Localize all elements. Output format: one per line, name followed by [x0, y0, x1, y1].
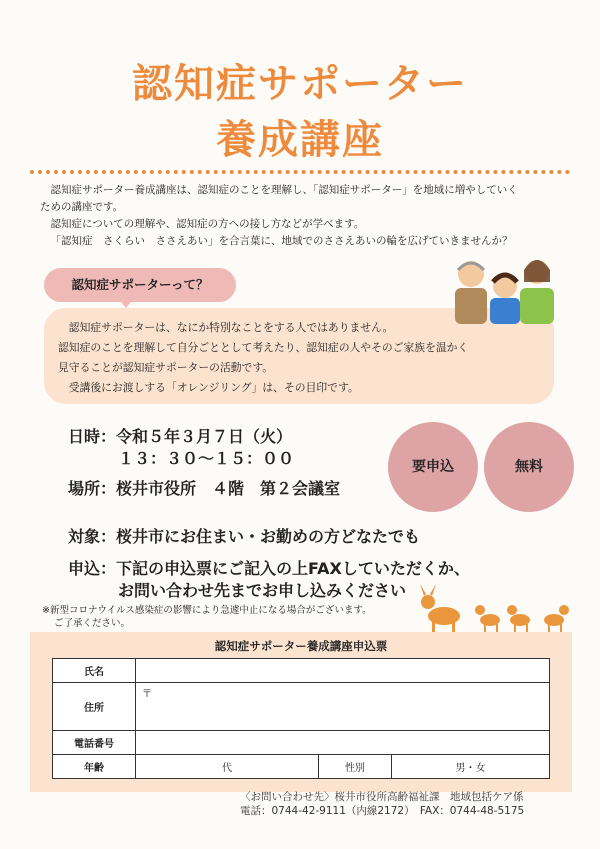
about-text	[58, 318, 548, 398]
intro-line: ための講座です。	[40, 201, 124, 213]
about-line: 見守ることが認知症サポーターの活動です。	[58, 361, 274, 374]
notice-line: ご了承ください。	[54, 618, 131, 629]
form-row-name	[53, 659, 550, 683]
form-title: 認知症サポーター養成講座申込票	[214, 639, 388, 653]
notice	[42, 604, 372, 630]
contact-info	[240, 790, 524, 818]
address-label: 住所	[53, 683, 136, 731]
form-row-address	[53, 683, 550, 731]
about-line: 認知症のことを理解して自分ごととして考えたり、認知症の人やそのご家族を温かく	[58, 341, 469, 354]
intro-line: 認知症についての理解や、認知症の方への接し方などが学べます。	[50, 218, 365, 230]
target-line: 対象：桜井市にお住まい・お勤めの方どなたでも	[68, 527, 421, 546]
family-illustration-icon	[450, 248, 560, 324]
place-line: 場所：桜井市役所 ４階 第２会議室	[68, 479, 341, 498]
intro-line: 「認知症 さくらい ささえあい」を合言葉に、地域でのささえあいの輪を広げていきませんか？	[50, 235, 513, 247]
intro-line: 認知症サポーター養成講座は、認知症のことを理解し、「認知症サポーター」を地域に増やしていく	[50, 184, 518, 196]
gender-field[interactable]	[392, 755, 550, 779]
application-form-table	[52, 658, 550, 779]
apply-line-1: 申込：下記の申込票にご記入の上FAXしていただくか、	[68, 559, 470, 578]
phone-field[interactable]	[136, 731, 550, 755]
notice-line: ※新型コロナウイルス感染症の影響により急遽中止になる場合がございます。	[42, 605, 372, 616]
age-label: 年齢	[53, 755, 136, 779]
badge-free: 無料	[484, 422, 574, 512]
time-line: １３：３０～１５：００	[118, 449, 295, 468]
age-field[interactable]	[136, 755, 319, 779]
form-row-age	[53, 755, 550, 779]
name-label: 氏名	[53, 659, 136, 683]
apply-line-2: お問い合わせ先までお申し込みください	[118, 581, 407, 600]
phone-label: 電話番号	[53, 731, 136, 755]
postal-mark: 〒	[142, 689, 152, 700]
title-line-1: 認知症サポーター	[132, 61, 468, 107]
name-field[interactable]	[136, 659, 550, 683]
speech-bubble-tail	[118, 298, 134, 308]
contact-line-2: 電話：0744-42-9111（内線2172） FAX：0744-48-5175	[240, 805, 525, 817]
gender-label: 性別	[319, 755, 392, 779]
about-line: 受講後にお渡しする「オレンジリング」は、その目印です。	[68, 381, 359, 394]
gender-options: 男・女	[455, 763, 486, 774]
about-line: 認知症サポーターは、なにか特別なことをする人ではありません。	[68, 321, 394, 334]
age-unit: 代	[222, 763, 232, 774]
address-field[interactable]	[136, 683, 550, 731]
date-line: 日時：令和５年３月７日（火）	[68, 427, 293, 446]
title-line-2: 養成講座	[216, 117, 384, 163]
badge-required: 要申込	[388, 422, 478, 512]
intro-text	[40, 182, 560, 250]
contact-line-1: 〈お問い合わせ先〉桜井市役所高齢福祉課 地域包括ケア係	[240, 791, 524, 803]
form-row-phone	[53, 731, 550, 755]
speech-bubble: 認知症サポーターって？	[44, 268, 236, 302]
dotted-divider	[30, 170, 570, 174]
